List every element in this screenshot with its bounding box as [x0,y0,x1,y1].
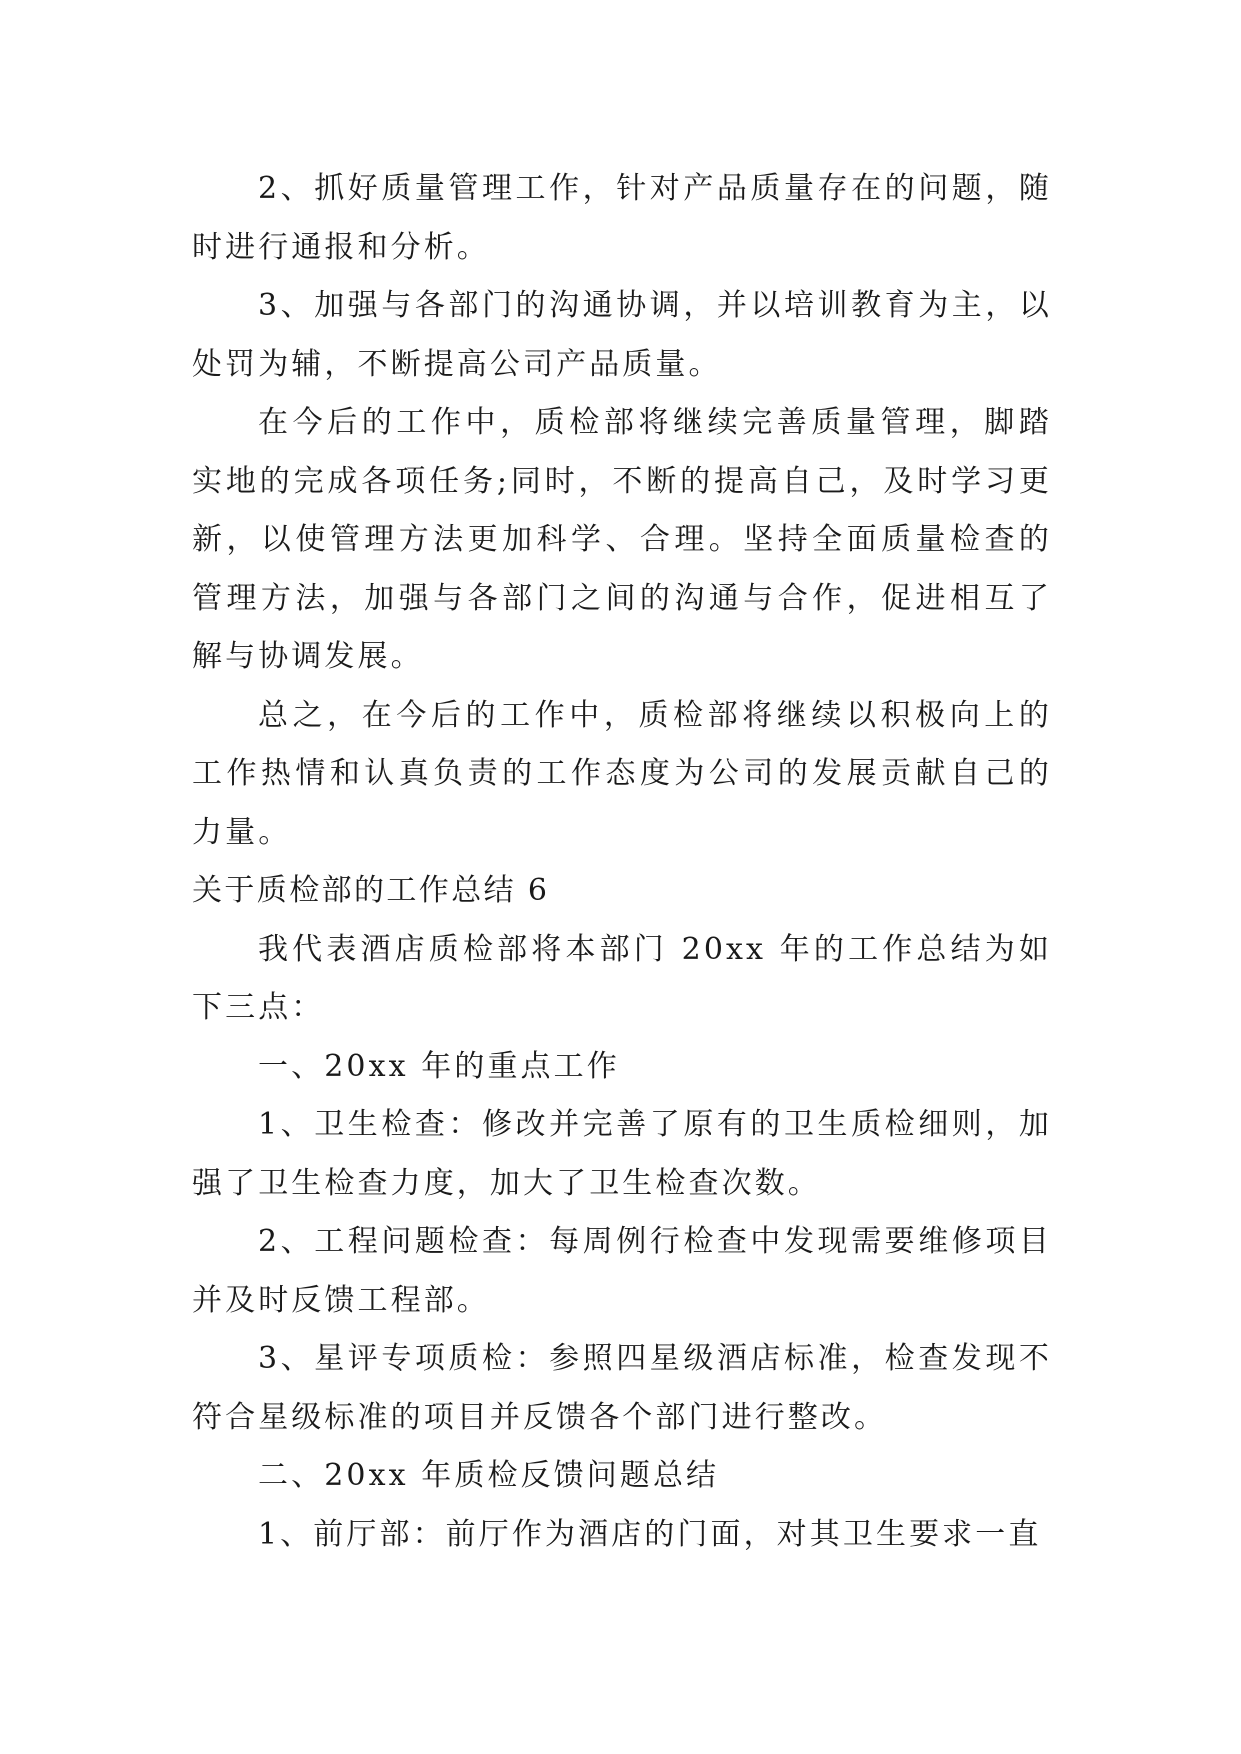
paragraph: 3、加强与各部门的沟通协调，并以培训教育为主，以处罚为辅，不断提高公司产品质量。 [192,288,1052,382]
subheading: 一、20xx 年的重点工作 [258,1048,620,1084]
paragraph: 我代表酒店质检部将本部门 20xx 年的工作总结为如下三点： [192,931,1052,1025]
section-heading: 关于质检部的工作总结 6 [192,873,550,908]
paragraph: 2、抓好质量管理工作，针对产品质量存在的问题，随时进行通报和分析。 [192,171,1052,265]
paragraph: 在今后的工作中，质检部将继续完善质量管理，脚踏实地的完成各项任务;同时，不断的提高自己，及时学习更新，以使管理方法更加科学、合理。坚持全面质量检查的管理方法，加强与各部门之间的沟通与合作，促进相互了解与协调发展。 [192,405,1052,674]
paragraph: 1、前厅部：前厅作为酒店的门面，对其卫生要求一直 [258,1516,1042,1552]
document-body [192,160,1052,1564]
paragraph: 2、工程问题检查：每周例行检查中发现需要维修项目并及时反馈工程部。 [192,1224,1052,1318]
paragraph: 总之，在今后的工作中，质检部将继续以积极向上的工作热情和认真负责的工作态度为公司的发展贡献自己的力量。 [192,697,1052,850]
paragraph: 3、星评专项质检：参照四星级酒店标准，检查发现不符合星级标准的项目并反馈各个部门进行整改。 [192,1341,1052,1435]
subheading: 二、20xx 年质检反馈问题总结 [258,1458,720,1493]
paragraph: 1、卫生检查：修改并完善了原有的卫生质检细则，加强了卫生检查力度，加大了卫生检查次数。 [192,1107,1052,1201]
